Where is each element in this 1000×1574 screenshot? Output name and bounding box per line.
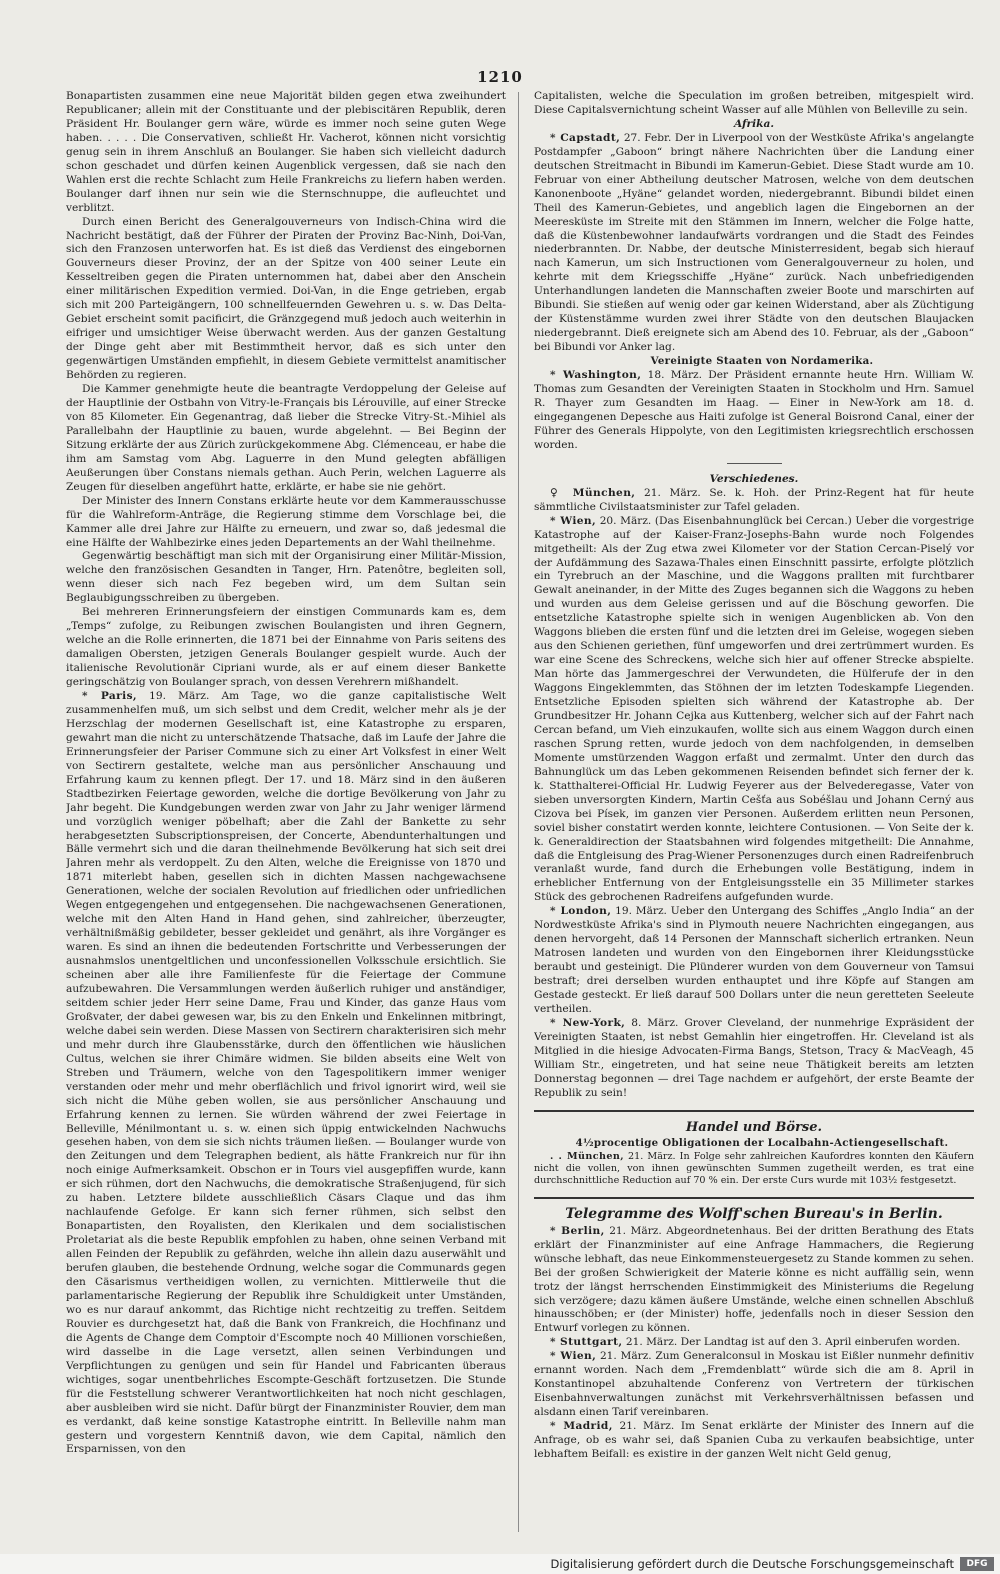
article-text: 19. März. Am Tage, wo die ganze capitalistische Welt zusammenhelfen muß, um sich selbst und dem Credit, welcher mehr als je der Herzschlag der modernen Gesellschaft ist, eine Katastrophe zu ersparen, gewahrt man die nicht zu unterschätzende Thatsache, daß im Laufe der Jahre die Erinnerungsfeier der Pariser Commune sich zu einer Art Volksfest in einer Welt von Sectirern gestaltete, welche man aus persönlicher Anschauung und Erfahrung kaum zu kennen pflegt. Der 17. und 18. März sind in den äußeren Stadtbezirken Feiertage geworden, welche die dortige Bevölkerung von Jahr zu Jahr begeht. Die Kundgebungen werden zwar von Jahr zu Jahr weniger lärmend und vorzüglich weniger pöbelhaft; aber die Zahl der Bankette zu sehr herabgesetzten Subscriptionspreisen, der Concerte, Abendunterhaltungen und Bälle vermehrt sich und die daran theilnehmende Bevölkerung hat sich seit drei Jahren mehr als verdoppelt. Zu den Alten, welche die Ereignisse von 1870 und 1871 miterlebt haben, gesellen sich in dichten Massen nachgewachsene Generationen, welche der socialen Revolution auf friedlichen oder unfriedlichen Wegen entgegengehen und entgegensehen. Die nachgewachsenen Generationen, welche mit den Alten Hand in Hand gehen, sind zahlreicher, überzeugter, verhältnißmäßig gebildeter, besser gekleidet und genährt, als ihre Vorgänger es waren. Es sind an ihnen die bedeutenden Fortschritte und Verbesserungen der ausnahmslos unentgeltlichen und unconfessionellen Volksschule ersichtlich. Sie scheinen aber alle ihre Familienfeste für die Feiertage der Commune aufzubewahren. Die Versammlungen werden äußerlich ruhiger und anständiger, seitdem schier jeder Herr seine Dame, Frau und Kinder, das ganze Haus vom Großvater, der dabei gewesen war, bis zu den Enkeln und Enkelinnen mitbringt, welche dabei sein werden. Diese Massen von Sectirern charakterisiren sich mehr und mehr durch ihre Glaubensstärke, durch den öffentlichen wie häuslichen Cultus, welchen sie ihrer Chimäre widmen. Sie bilden abseits eine Welt von Streben und Träumern, welche von den Tagespolitikern immer weniger verstanden oder mehr und mehr oberflächlich und frivol ignorirt wird, weil sie sich nicht die Mühe geben wollen, sie aus persönlicher Anschauung und Erfahrung kennen zu lernen. Sie würden während der zwei Feiertage in Belleville, Ménilmontant u. s. w. einen sich üppig entwickelnden Nachwuchs gesehen haben, von dem sie sich nichts träumen ließen. — Boulanger wurde von den Zeitungen und dem Telegraphen bedient, als hätte Frankreich nur für ihn noch einige Aufmerksamkeit. Obschon er in Tours viel ausgepfiffen wurde, kann er sich rühmen, dort den Nachwuchs, die demokratische Straßenjugend, für sich zu haben. Letztere bildete ausschließlich Cäsars Claque und das ihm nachlaufende Gefolge. Er kann sich ferner rühmen, sich selbst den Bonapartisten, den Royalisten, den Klerikalen und dem socialistischen Proletariat als die beste Republik empfohlen zu haben, ohne seinen Verband mit allen Feinden der Republik zu gefährden, welche ihn allein dazu auserwählt und berufen glauben, die bestehende Ordnung, welche sogar die Communards gegen den Cäsarismus vertheidigen wollen, zu vernichten. Mittlerweile thut die parlamentarische Regierung der Republik ihre Schuldigkeit unter Umständen, wo es nur darauf ankommt, das Richtige nicht rechtzeitig zu treffen. Seitdem Rouvier es durchgesetzt hat, daß die Bank von Frankreich, die Hochfinanz und die Agents de Change dem Comptoir d'Escompte noch 40 Millionen vorschießen, wird dasselbe in die Lage versetzt, allen seinen Verbindungen und Verpflichtungen zu genügen und sein für Handel und Fabricanten überaus wichtiges, sogar unentbehrliches Escompte-Geschäft fortzusetzen. Die Stunde für die Feststellung schwerer Verantwortlichkeiten hat noch nicht geschlagen, aber ausbleiben wird sie nicht. Dafür bürgt der Finanzminister Rouvier, dem man es verdankt, daß keine sonstige Katastrophe eintritt. In Belleville nahm man gestern und vorgestern Kenntniß davon, wie dem Capital, nämlich den Ersparnissen, von den (66, 689, 506, 1456)
article-text: 27. Febr. Der in Liverpool von der Westküste Afrika's angelangte Postdampfer „Gaboon“ bringt nähere Nachrichten über die Landung einer deutschen Streitmacht in Bibundi im Kamerun-Gebiet. Diese Stadt wurde am 10. Februar von einer Abtheilung deutscher Matrosen, welche von dem deutschen Kanonenboote „Hyäne“ gelandet worden, niedergebrannt. Bibundi bildet einen Theil des Kamerun-Gebietes, und angeblich lagen die Eingebornen an der Meeresküste im Streite mit den Stämmen im Innern, welcher die Folge hatte, daß die Küstenbewohner landaufwärts vordrangen und die Stadt des Feindes niederbrannten. Dr. Nabbe, der deutsche Ministerresident, begab sich hierauf nach Kamerun, um sich Instructionen vom Generalgouverneur zu holen, und kehrte mit dem Kriegsschiffe „Hyäne“ zurück. Nach unbefriedigenden Unterhandlungen landeten die Mannschaften zweier Boote und marschirten auf Bibundi. Sie stießen auf wenig oder gar keinen Widerstand, aber als Züchtigung der Küstenstämme wurden zwei ihrer Städte von den deutschen Blaujacken niedergebrannt. Dieß ereignete sich am Abend des 10. Februar, als der „Gaboon“ bei Bibundi vor Anker lag. (534, 131, 974, 354)
dateline-place: * Wien, (550, 1350, 597, 1363)
article-text: Bei mehreren Erinnerungsfeiern der einstigen Communards kam es, dem „Temps“ zufolge, zu Reibungen zwischen Boulangisten und ihren Gegnern, welche an die Rolle erinnerten, die 1871 bei der Einnahme von Paris seitens des damaligen Obersten, jetzigen Generals Boulanger gespielt wurde. Auch der italienische Revolutionär Cipriani wurde, als er auf einem dieser Bankette geringschätzig von Boulanger sprach, von dessen Verehrern mißhandelt. (66, 606, 506, 689)
article-text: 21. März. Se. k. Hoh. der Prinz-Regent hat für heute sämmtliche Civilstaatsminister zur Tafel geladen. (534, 486, 974, 513)
section-heading: Verschiedenes. (709, 472, 799, 485)
section-subheading: Vereinigte Staaten von Nordamerika. (650, 355, 874, 368)
article-text: 21. März. In Folge sehr zahlreichen Kaufordres konnten den Käufern nicht die vollen, von ihnen gewünschten Summen zugetheilt werden, es trat eine durchschnittliche Reduction auf 70 % ein. Der erste Curs wurde mit 103½ festgesetzt. (534, 1150, 974, 1187)
section-heading: Telegramme des Wolff'schen Bureau's in Berlin. (565, 1205, 943, 1222)
article-paragraph (66, 383, 506, 495)
footer-credit: Digitalisierung gefördert durch die Deutsche Forschungsgemeinschaft (550, 1557, 954, 1571)
right-column (534, 90, 974, 1530)
article-paragraph (534, 487, 974, 515)
section-rule (534, 1110, 974, 1112)
article-paragraph (534, 1151, 974, 1188)
dateline-place: ♀ München, (550, 486, 636, 499)
article-paragraph (534, 905, 974, 1017)
article-text: Die Kammer genehmigte heute die beantragte Verdoppelung der Geleise auf der Hauptlinie der Ostbahn von Vitry-le-Français bis Lérouville, auf einer Strecke von 85 Kilometer. Ein Gegenantrag, daß lieber die Strecke Vitry-St.-Mihiel als Parallelbahn der Hauptlinie zu bauen, wurde abgelehnt. — Bei Beginn der Sitzung erklärte der aus Zürich zurückgekommene Abg. Clémenceau, er habe die ihm am Samstag vom Abg. Laguerre in den Mund gelegten abfälligen Aeußerungen über Constans niemals gethan. Auch Perin, welchen Laguerre als Zeugen für dieselben angeführt hatte, erklärte, er habe sie nie gehört. (66, 383, 506, 493)
article-paragraph (66, 550, 506, 606)
article-text: Der Minister des Innern Constans erklärte heute vor dem Kammerausschusse für die Wahlreform-Anträge, die Regierung stimme dem Vorschlage bei, die Kammer alle drei Jahre zur Hälfte zu erneuern, und zwar so, daß jedesmal die eine Hälfte der Wahlbezirke eines jeden Departements an der Wahl theilnehme. (66, 494, 506, 549)
section-subheading: 4½procentige Obligationen der Localbahn-Actiengesellschaft. (575, 1136, 949, 1149)
article-paragraph (66, 495, 506, 551)
article-paragraph (66, 90, 506, 216)
article-paragraph (534, 90, 974, 118)
dateline-place: * Madrid, (550, 1420, 613, 1433)
section-heading: Afrika. (733, 117, 775, 130)
article-paragraph (534, 1017, 974, 1101)
dateline-place: * Washington, (550, 369, 642, 382)
article-text: 8. März. Grover Cleveland, der nunmehrige Expräsident der Vereinigten Staaten, ist nebst Gemahlin hier eingetroffen. Hr. Cleveland ist als Mitglied in die hiesige Advocaten-Firma Bangs, Stetson, Tracy & MacVeagh, 45 William Str., eingetreten, und hat seine neue Thätigkeit bereits am letzten Donnerstag begonnen — drei Tage nachdem er aufgehört, der erste Beamte der Republik zu sein! (534, 1016, 974, 1099)
article-text: 19. März. Ueber den Untergang des Schiffes „Anglo India“ an der Nordwestküste Afrika's sind in Plymouth neuere Nachrichten eingegangen, aus denen hervorgeht, daß 14 Personen der Mannschaft sicherlich ertranken. Neun Matrosen landeten und wurden von den Eingebornen ihrer Kleidungsstücke beraubt und gesteinigt. Die Plünderer wurden von dem Gouverneur von Tamsui bestraft; drei derselben wurden enthauptet und ihre Köpfe auf Stangen am Gestade gesteckt. Er ließ darauf 500 Dollars unter die neun geretteten Seeleute vertheilen. (534, 905, 974, 1015)
section-heading: Handel und Börse. (685, 1119, 823, 1135)
section-rule (534, 1197, 974, 1199)
article-text: 21. März. Im Senat erklärte der Minister des Innern auf die Anfrage, ob es wahr sei, daß Spanien Cuba zu verkaufen beabsichtige, unter lebhaftem Beifall: es existire in der ganzen Welt nicht Geld genug, (534, 1420, 974, 1460)
article-text: Bonapartisten zusammen eine neue Majorität bilden gegen etwa zweihundert Republicaner; allein mit der Constituante und der plebiscitären Republik, deren Präsident Hr. Boulanger gern wäre, würde es immer noch seine guten Wege haben. . . . . Die Conservativen, schließt Hr. Vacherot, können nicht vorsichtig genug sein in ihrem Anschluß an Boulanger. Sie haben sich vielleicht dadurch schon geschadet und dürfen keinen Augenblick vergessen, daß sie nach den Wahlen erst die rechte Schlacht zum Heile Frankreichs zu liefern haben werden. Boulanger darf ihnen nur sein wie die Sternschnuppe, die aufleuchtet und verblitzt. (66, 90, 506, 214)
article-paragraph (534, 515, 974, 906)
article-paragraph (534, 1336, 974, 1350)
article-paragraph (66, 216, 506, 383)
page-number: 1210 (477, 68, 523, 86)
article-paragraph (534, 1225, 974, 1337)
article-paragraph (534, 1350, 974, 1420)
article-paragraph (534, 132, 974, 355)
article-paragraph (534, 1420, 974, 1462)
footer-bar (0, 1554, 1000, 1574)
article-text: Gegenwärtig beschäftigt man sich mit der Organisirung einer Militär-Mission, welche den französischen Gesandten in Tanger, Hrn. Patenôtre, begleiten soll, wenn dieser sich nach Fez begeben wird, um dem Sultan sein Beglaubigungsschreiben zu übergeben. (66, 550, 506, 605)
dateline-place: * Berlin, (550, 1224, 605, 1237)
section-divider (727, 463, 782, 464)
column-divider (518, 92, 519, 1532)
article-text: 20. März. (Das Eisenbahnunglück bei Cercan.) Ueber die vorgestrige Katastrophe auf der Kaiser-Franz-Josephs-Bahn wurde noch Folgendes mitgetheilt: Als der Zug etwa zwei Kilometer vor der Station Cercan-Piselý vor der Aufdämmung des Sazawa-Thales einen Einschnitt passirte, erfolgte plötzlich ein Tyrebruch an der Maschine, und die Waggons prallten mit furchtbarer Gewalt aneinander, in der Mitte des Zuges begannen sich die Waggons zu heben und wurden aus dem Geleise gerissen und auf die Böschung geworfen. Die entsetzliche Katastrophe spielte sich in wenigen Augenblicken ab. Von den Waggons blieben die ersten fünf und die letzten drei im Geleise, wogegen sieben aus den Schienen geriethen, fünf umgeworfen und drei zertrümmert wurden. Es war eine Scene des Schreckens, welche sich hier auf offener Strecke abspielte. Man hörte das Jammergeschrei der Verwundeten, die Hülferufe der in den Waggons Eingeklemmten, das Stöhnen der im letzten Todeskampfe Liegenden. Entsetzliche Episoden spielten sich während der Katastrophe ab. Der Grundbesitzer Hr. Johann Cejka aus Kuttenberg, welcher sich auf der Fahrt nach Cercan befand, um Vieh einzukaufen, wollte sich aus einem Waggon durch einen raschen Sprung retten, wurde jedoch von dem nachfolgenden, in demselben Momente umstürzenden Waggon erfaßt und zermalmt. Unter den durch das Bahnunglück um das Leben gekommenen Reisenden befindet sich ferner der k. k. Statthalterei-Official Hr. Ludwig Feyerer aus der Belvederegasse, Vater von sieben unversorgten Kindern, Martin Cešťa aus Sobéšlau und Johann Cerný aus Cizova bei Písek, im ganzen vier Personen. Außerdem erlitten neun Personen, soviel bisher constatirt werden konnte, leichtere Contusionen. — Von Seite der k. k. Generaldirection der Staatsbahnen wird folgendes mitgetheilt: Die Annahme, daß die Entgleisung des Prag-Wiener Personenzuges durch einen Radreifenbruch veranlaßt wurde, fand durch die Erhebungen volle Bestätigung, indem in erheblicher Entfernung von der Entgleisungsstelle ein 35 Millimeter starkes Stück des gebrochenen Radreifens aufgefunden wurde. (534, 514, 974, 904)
dateline-place: * Wien, (550, 514, 597, 527)
dfg-logo: DFG (960, 1557, 994, 1571)
dateline-place: . . München, (550, 1150, 624, 1162)
article-text: Capitalisten, welche die Speculation im großen betreiben, mitgespielt wird. Diese Capitalsvernichtung scheint Wasser auf alle Mühlen von Belleville zu sein. (534, 90, 974, 116)
article-text: 21. März. Abgeordnetenhaus. Bei der dritten Berathung des Etats erklärt der Finanzminister auf eine Anfrage Hammachers, die Regierung wünsche lebhaft, das neue Einkommensteuergesetz zu Stande kommen zu sehen. Bei der großen Schwierigkeit der Materie könne es nicht auffällig sein, wenn trotz der längst herrschenden Einstimmigkeit des Ministeriums die Regelung sich verzögere; dazu kämen äußere Umstände, welche einen schnellen Abschluß hinausschöben; er (der Minister) hoffe, jedenfalls noch in dieser Session den Entwurf vorlegen zu können. (534, 1224, 974, 1335)
dateline-place: * Paris, (82, 689, 138, 702)
article-text: 18. März. Der Präsident ernannte heute Hrn. William W. Thomas zum Gesandten der Vereinigten Staaten in Stockholm und Hrn. Samuel R. Thayer zum Gesandten im Haag. — Einer in New-York am 18. d. eingegangenen Depesche aus Haiti zufolge ist General Boisrond Canal, einer der Führer des Generals Hippolyte, von den Legitimisten kriegsrechtlich erschossen worden. (534, 369, 974, 451)
article-text: 21. März. Zum Generalconsul in Moskau ist Eißler nunmehr definitiv ernannt worden. Nach dem „Fremdenblatt“ würde sich die am 8. April in Konstantinopel abzuhaltende Conferenz von Vertretern der türkischen Eisenbahnverwaltungen zunächst mit Verkehrsverhältnissen befassen und alsdann einen Tarif vereinbaren. (534, 1350, 974, 1419)
dateline-place: * Stuttgart, (550, 1336, 623, 1349)
dateline-place: * London, (550, 905, 612, 918)
left-column (66, 90, 506, 1530)
dateline-place: * Capstadt, (550, 131, 621, 144)
article-text: 21. März. Der Landtag ist auf den 3. April einberufen worden. (622, 1336, 961, 1349)
article-paragraph (66, 606, 506, 690)
article-paragraph (534, 369, 974, 453)
dateline-place: * New-York, (550, 1016, 626, 1029)
article-paragraph (66, 690, 506, 1457)
article-text: Durch einen Bericht des Generalgouverneurs von Indisch-China wird die Nachricht bestätigt, daß der Führer der Piraten der Provinz Bac-Ninh, Doi-Van, sich den Franzosen unterworfen hat. Es ist dieß das Verdienst des eingebornen Gouverneurs dieser Provinz, der an der Spitze von 400 seiner Leute ein Kesseltreiben gegen die Piraten unternommen hat, dabei aber den Anschein einer militärischen Expedition vermied. Doi-Van, in die Enge getrieben, ergab sich mit 200 Parteigängern, 100 schnellfeuernden Gewehren u. s. w. Das Delta-Gebiet erscheint somit pacificirt, die Gränzgegend muß jedoch auch weiterhin in eifriger und umsichtiger Weise überwacht werden. Aus der ganzen Gestaltung der Dinge geht aber mit Bestimmtheit hervor, daß es sich unter den gegenwärtigen Umständen empfiehlt, in diesem Gebiete vermittelst anamitischer Behörden zu regieren. (66, 215, 506, 382)
